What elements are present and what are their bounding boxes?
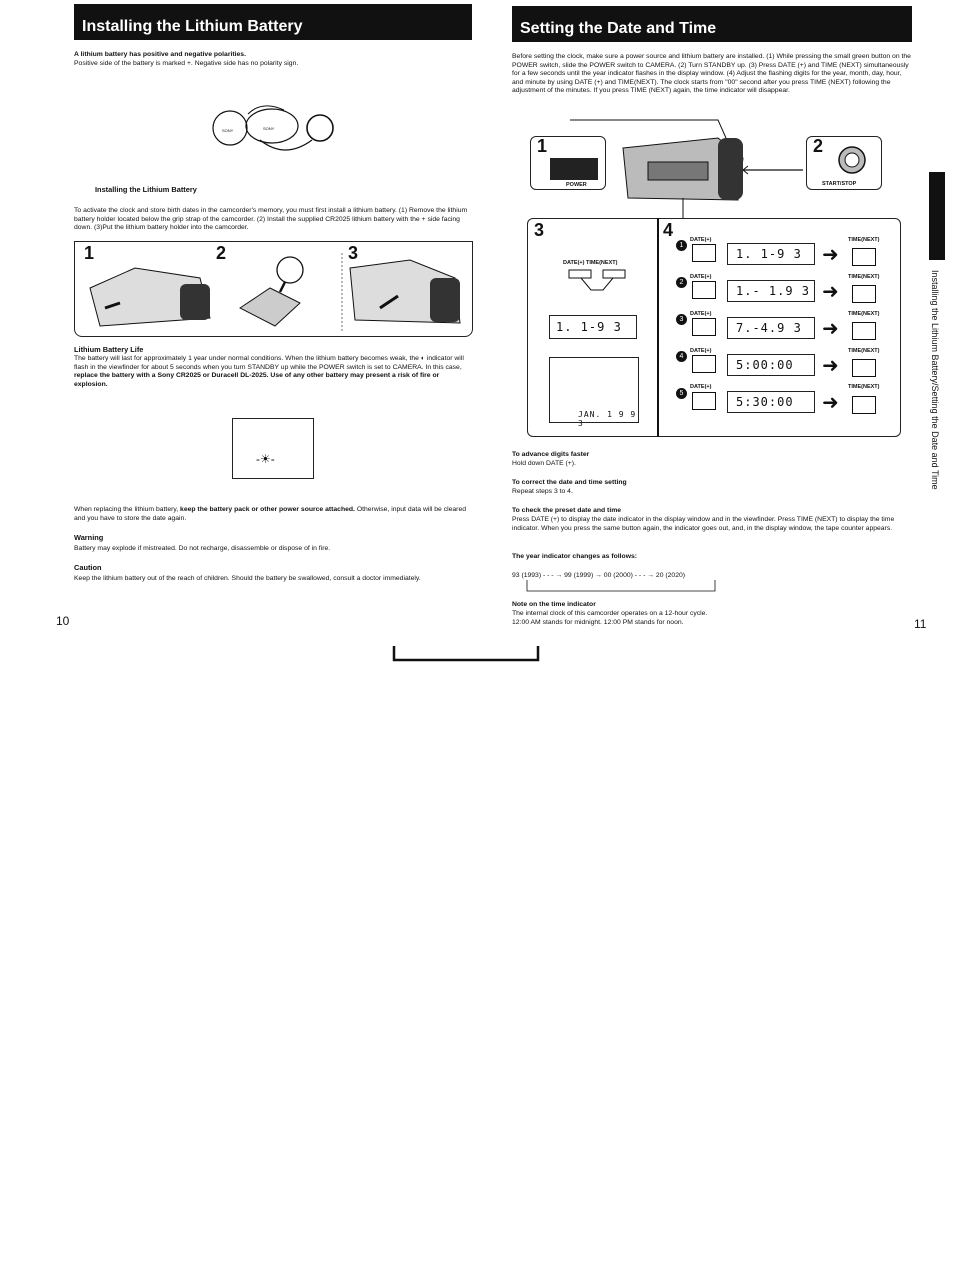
fig4-row5-step-marker: 5: [676, 388, 687, 399]
fig3-display-value: 1. 1-9 3: [556, 320, 622, 334]
install-illustration: [80, 248, 470, 334]
fig4-row1-date-button-icon: [692, 244, 716, 262]
fig4-row4-date-label: DATE(+): [690, 348, 712, 354]
fig4-row2-arrow-icon: ➜: [822, 281, 839, 303]
camcorder-illustration: [568, 118, 818, 218]
fig4-row5-time-button-icon: [852, 396, 876, 414]
fig4-row2-date-button-icon: [692, 281, 716, 299]
year-sequence: 93 (1993) - - - → 99 (1999) → 00 (2000) - - - → 20 (2020): [512, 572, 686, 579]
fig4-row2-time-button-icon: [852, 285, 876, 303]
life-text-part2: indicator will flash in the viewfinder for about 5 seconds when you turn STANDBY up while the POWER switch is set to CAMERA. In this case,: [74, 355, 464, 371]
fig4-row5-display: [727, 391, 815, 413]
install-heading: Installing the Lithium Battery: [95, 185, 197, 194]
faster-text: Hold down DATE (+).: [512, 460, 576, 467]
right-page-title: [512, 6, 912, 42]
fig4-row3-time-button-icon: [852, 322, 876, 340]
battery-brand-1: SONY: [222, 128, 234, 133]
intro-text: Before setting the clock, make sure a power source and lithium battery are installed. (1) While pressing the small green button on the POWER switch, slide the POWER switch to CAMERA. (2) Turn STANDBY up. (3) Press DATE (+) and TIME (NEXT) simultaneously for a few seconds until the year indicator flashes in the display window. (4) Adjust the flashing digits for the year, month, day, hour, and minute by using DATE (+) and TIME(NEXT). The clock starts from "00" second after you press TIME (NEXT) following the adjustment of the minutes. If you press TIME (NEXT) again, the time indicator will disappear.: [512, 53, 911, 95]
correct-text: Repeat steps 3 to 4.: [512, 488, 573, 495]
flashing-battery-icon: -☀-: [256, 452, 275, 466]
right-title-text: Setting the Date and Time: [520, 20, 717, 37]
install-step-3: 3: [348, 243, 359, 263]
caution-heading: Caution: [74, 563, 102, 572]
left-page-number: 10: [56, 614, 70, 628]
fig3-viewfinder: [549, 357, 639, 428]
note-text-1: The internal clock of this camcorder operates on a 12-hour cycle.: [512, 610, 708, 617]
fig4-row2-step-marker: 2: [676, 277, 687, 288]
fig4-row5-arrow-icon: ➜: [822, 392, 839, 414]
fig4-row5-time-label: TIME(NEXT): [848, 384, 880, 390]
faster-heading: To advance digits faster: [512, 451, 590, 458]
scan-bracket-artifact: [392, 640, 542, 664]
fig4-row5-display-value: 5:30:00: [736, 395, 794, 409]
startstop-dial-illustration: [834, 142, 870, 178]
fig4-row2-display-value: 1.- 1.9 3: [736, 284, 811, 298]
fig4-row1-time-label: TIME(NEXT): [848, 237, 880, 243]
polarity-text: Positive side of the battery is marked +. Negative side has no polarity sign.: [74, 60, 299, 67]
fig2-startstop-label: START/STOP: [822, 181, 857, 187]
replace-text-bold: keep the battery pack or other power source attached.: [180, 506, 355, 513]
life-heading: Lithium Battery Life: [74, 345, 144, 354]
fig3-display-window: [549, 315, 637, 339]
fig4-row5-date-label: DATE(+): [690, 384, 712, 390]
fig4-row1-display-value: 1. 1-9 3: [736, 247, 802, 261]
fig3-viewfinder-value: JAN. 1 9 9 3: [578, 410, 637, 428]
fig4-row1-time-button-icon: [852, 248, 876, 266]
fig4-row4-display: [727, 354, 815, 376]
replace-text-part1: When replacing the lithium battery,: [74, 506, 181, 513]
install-step-2: 2: [216, 243, 227, 263]
fig4-row4-display-value: 5:00:00: [736, 358, 794, 372]
fig4-row5-date-button-icon: [692, 392, 716, 410]
fig4-row3-display-value: 7.-4.9 3: [736, 321, 802, 335]
caution-text: Keep the lithium battery out of the reach of children. Should the battery be swallowed, consult a doctor immediately.: [74, 575, 421, 582]
life-text-part1: The battery will last for approximately 1 year under normal conditions. When the lithium battery becomes weak, the: [74, 355, 421, 362]
fig1-number: 1: [537, 136, 548, 156]
fig4-row4-step-marker: 4: [676, 351, 687, 362]
fig4-row4-arrow-icon: ➜: [822, 355, 839, 377]
battery-brand-2: SONY: [263, 126, 275, 131]
year-cycle-bracket: [525, 580, 720, 594]
note-text-2: 12:00 AM stands for midnight. 12:00 PM stands for noon.: [512, 619, 684, 626]
fig4-row3-time-label: TIME(NEXT): [848, 311, 880, 317]
fig4-row2-date-label: DATE(+): [690, 274, 712, 280]
fig1-power-label: POWER: [566, 182, 587, 188]
warning-heading: Warning: [74, 533, 104, 542]
fig4-row3-arrow-icon: ➜: [822, 318, 839, 340]
fig4-row1-step-marker: 1: [676, 240, 687, 251]
fig4-row1-arrow-icon: ➜: [822, 244, 839, 266]
left-title-text: Installing the Lithium Battery: [82, 18, 303, 35]
side-tab-marker: [929, 172, 945, 260]
fig4-row3-date-button-icon: [692, 318, 716, 336]
fig4-number: 4: [663, 220, 674, 240]
fig4-row3-display: [727, 317, 815, 339]
left-page-title: [74, 4, 472, 40]
note-heading: Note on the time indicator: [512, 601, 596, 608]
fig4-row4-time-label: TIME(NEXT): [848, 348, 880, 354]
fig4-row1-display: [727, 243, 815, 265]
fig2-number: 2: [813, 136, 824, 156]
fig4-row3-date-label: DATE(+): [690, 311, 712, 317]
viewfinder-indicator-box: [232, 418, 314, 479]
check-heading: To check the preset date and time: [512, 507, 622, 514]
life-text: [74, 355, 472, 389]
fig4-row2-time-label: TIME(NEXT): [848, 274, 880, 280]
battery-indicator-icon: ◐: [420, 355, 425, 362]
life-text-bold: replace the battery with a Sony CR2025 or Duracell DL-2025. Use of any other battery may present a risk of fire or explosion.: [74, 372, 440, 388]
fig3-number: 3: [534, 220, 545, 240]
install-step-1: 1: [84, 243, 95, 263]
polarity-heading: A lithium battery has positive and negative polarities.: [74, 51, 246, 58]
fig4-row4-date-button-icon: [692, 355, 716, 373]
fig4-row1-date-label: DATE(+): [690, 237, 712, 243]
warning-text: Battery may explode if mistreated. Do not recharge, disassemble or dispose of in fire.: [74, 545, 331, 552]
right-page-number: 11: [914, 617, 927, 631]
replace-text: [74, 506, 474, 523]
fig3-buttons-icon: [567, 268, 627, 294]
year-heading: The year indicator changes as follows:: [512, 553, 638, 560]
install-text: To activate the clock and store birth dates in the camcorder's memory, you must first install a lithium battery. (1) Remove the lithium battery holder located below the grip strap of the camcorder. (2) Install the supplied CR2025 lithium battery with the + side facing down. (3)Put the lithium battery holder into the camcorder.: [74, 207, 468, 232]
side-tab-text: Installing the Lithium Battery/Setting the Date and Time: [930, 270, 940, 490]
check-text: Press DATE (+) to display the date indicator in the display window and in the viewfinder. Press TIME (NEXT) to display the time indicator. When you press the same button again, the indicator goes out, and, in the display window, the tape counter appears.: [512, 516, 895, 532]
correct-heading: To correct the date and time setting: [512, 479, 627, 486]
fig4-row4-time-button-icon: [852, 359, 876, 377]
replace-text-part2: Otherwise, input data will be cleared and you have to store the date again.: [74, 506, 467, 522]
fig4-row3-step-marker: 3: [676, 314, 687, 325]
fig3-buttons-label: DATE(+) TIME(NEXT): [563, 260, 618, 266]
fig3-4-divider: [657, 218, 659, 437]
fig4-row2-display: [727, 280, 815, 302]
